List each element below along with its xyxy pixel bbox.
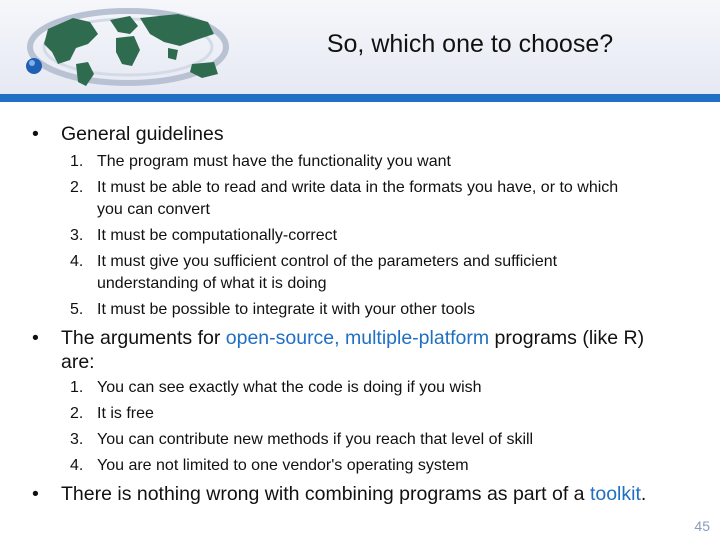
bullet-marker: • [32, 327, 39, 349]
highlighted-phrase: open-source, multiple-platform [225, 327, 490, 349]
highlighted-phrase: toolkit [589, 483, 641, 505]
bullet-text: The arguments for open-source, multiple-platform programs (like R) [61, 327, 645, 349]
slide-body: • General guidelines 1. The program must have the functionality you want 2. It must be able to read and write data in the formats you have, or to which you can convert 3. It must be computationally-correct 4. It must give you sufficient control of the parameters and sufficient understanding of what it is doing 5. It must be possible to integrate it with your other tools • The arguments for open-source, multiple-platform programs (like R) are: 1. You can see exactly what the code is doing if you wish 2. It is free 3. You can contribute new methods if you reach that level of skill 4. You are not limited to one vendor's operating system • There is nothing wrong with combining programs as part of a toolkit. 45 [32, 123, 710, 534]
bullet-marker: • [32, 483, 39, 505]
slide-title: So, which one to choose? [326, 30, 614, 58]
page-number: 45 [694, 518, 710, 534]
bullet-text: General guidelines [61, 123, 224, 145]
bullet-text-continuation: are: [61, 351, 95, 373]
bullet-marker: • [32, 123, 39, 145]
bullet-text: There is nothing wrong with combining programs as part of a toolkit. [61, 483, 647, 505]
